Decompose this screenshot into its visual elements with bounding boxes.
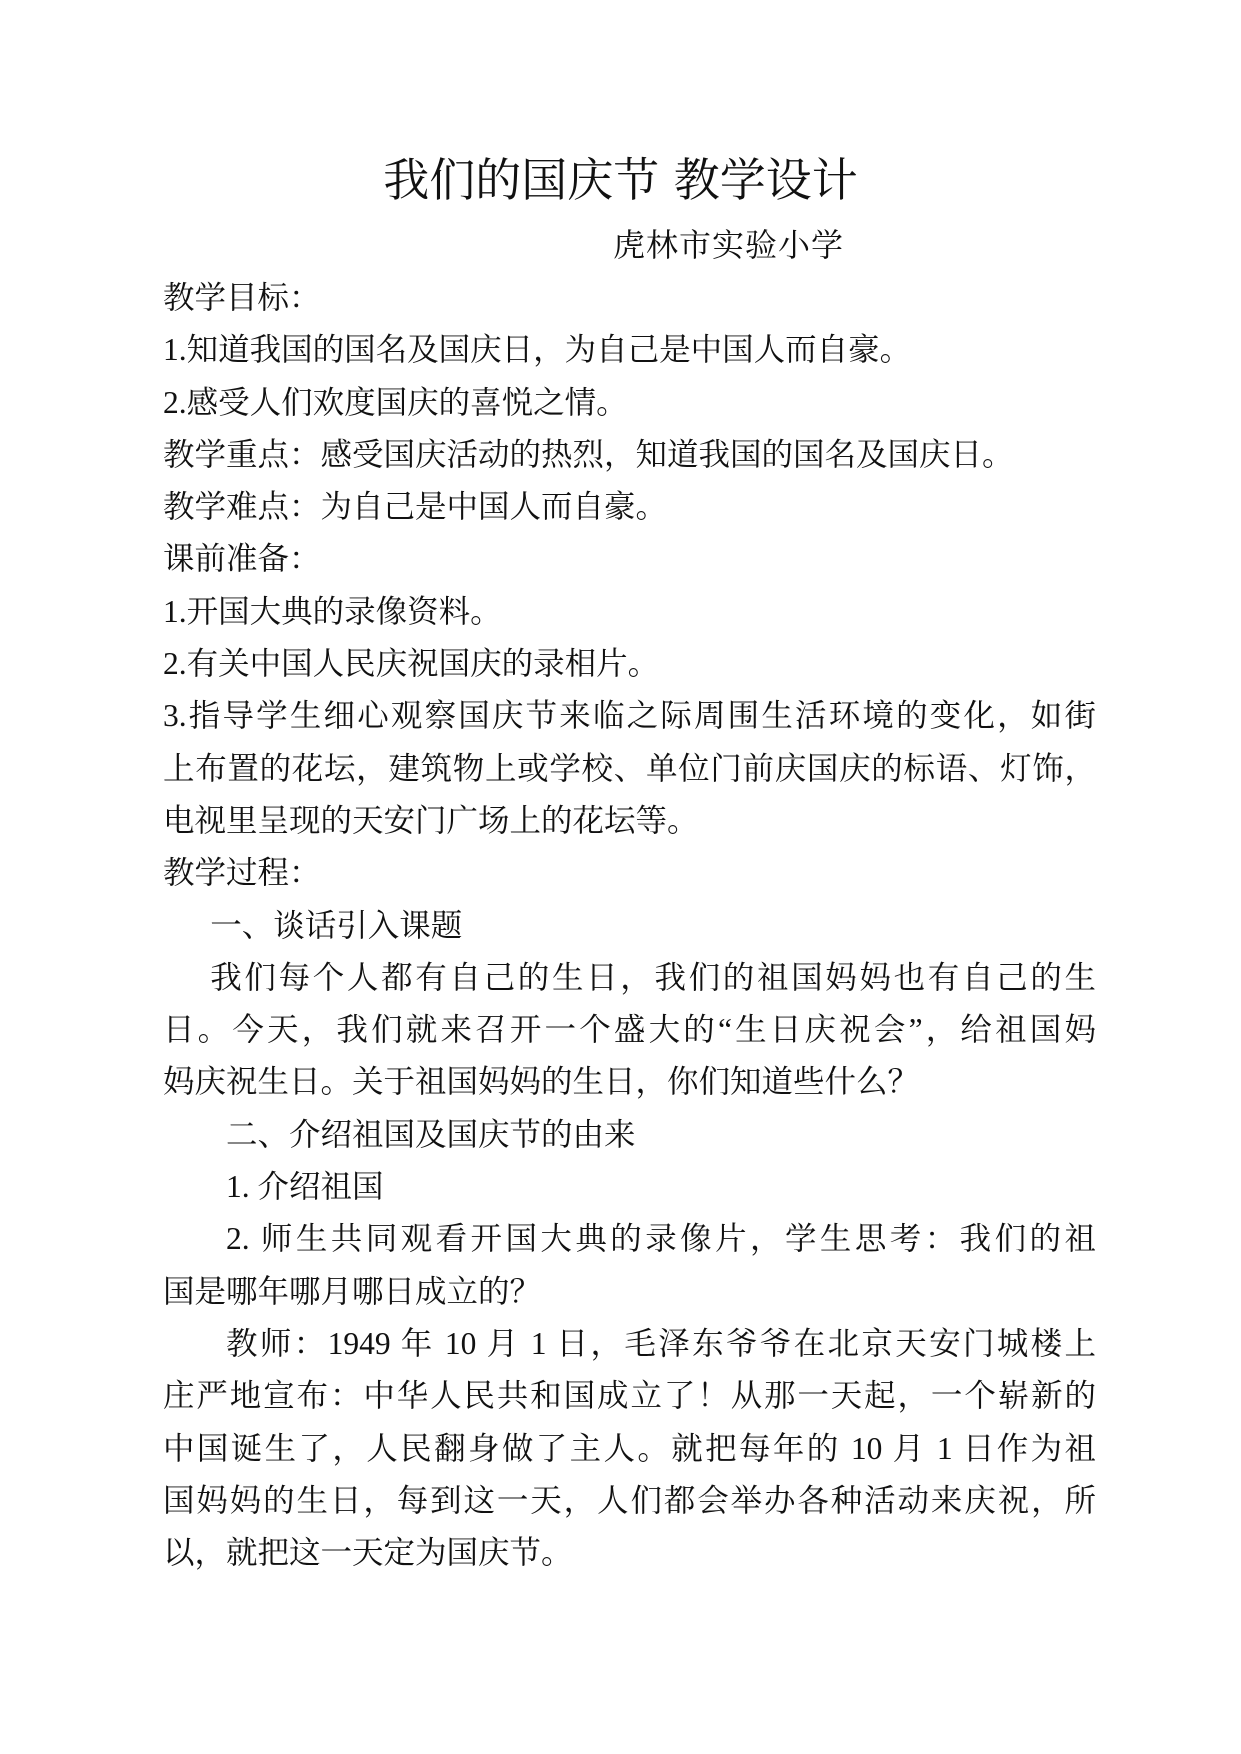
key-point: 教学重点：感受国庆活动的热烈，知道我国的国名及国庆日。 (163, 436, 1014, 472)
part1-paragraph-line: 日。今天，我们就来召开一个盛大的“生日庆祝会”，给祖国妈 (163, 1012, 1096, 1048)
preparation-item: 1.开国大典的录像资料。 (163, 593, 502, 629)
preparation-item-line: 上布置的花坛，建筑物上或学校、单位门前庆国庆的标语、灯饰， (163, 750, 1096, 786)
document-author: 虎林市实验小学 (613, 227, 845, 263)
teacher-paragraph-line: 教师：1949 年 10 月 1 日，毛泽东爷爷在北京天安门城楼上 (226, 1325, 1096, 1361)
part2-step: 1. 介绍祖国 (226, 1169, 384, 1205)
teacher-paragraph-line: 国妈妈的生日，每到这一天，人们都会举办各种活动来庆祝，所 (163, 1482, 1096, 1518)
part1-paragraph-line: 妈庆祝生日。关于祖国妈妈的生日，你们知道些什么？ (163, 1064, 920, 1100)
objective-item: 1.知道我国的国名及国庆日，为自己是中国人而自豪。 (163, 332, 912, 368)
part2-heading: 二、介绍祖国及国庆节的由来 (226, 1116, 636, 1152)
preparation-item-line: 3.指导学生细心观察国庆节来临之际周围生活环境的变化，如街 (163, 698, 1096, 734)
preparation-item-line: 电视里呈现的天安门广场上的花坛等。 (163, 802, 699, 838)
part1-paragraph-line: 我们每个人都有自己的生日，我们的祖国妈妈也有自己的生 (210, 959, 1096, 995)
preparation-item: 2.有关中国人民庆祝国庆的录相片。 (163, 646, 660, 682)
part2-step-line: 2. 师生共同观看开国大典的录像片，学生思考：我们的祖 (226, 1221, 1096, 1257)
teacher-paragraph-line: 以，就把这一天定为国庆节。 (163, 1535, 573, 1571)
preparation-heading: 课前准备： (163, 541, 321, 577)
part2-step-line: 国是哪年哪月哪日成立的？ (163, 1273, 542, 1309)
process-heading: 教学过程： (163, 855, 321, 891)
objectives-heading: 教学目标： (163, 280, 321, 315)
document-body (163, 272, 1096, 1579)
teacher-paragraph-line: 中国诞生了，人民翻身做了主人。就把每年的 10 月 1 日作为祖 (163, 1430, 1096, 1466)
objective-item: 2.感受人们欢度国庆的喜悦之情。 (163, 384, 628, 420)
teacher-paragraph-line: 庄严地宣布：中华人民共和国成立了！从那一天起，一个崭新的 (163, 1378, 1096, 1414)
document-title: 我们的国庆节 教学设计 (383, 153, 858, 207)
difficult-point: 教学难点：为自己是中国人而自豪。 (163, 489, 668, 525)
part1-heading: 一、谈话引入课题 (210, 907, 463, 943)
